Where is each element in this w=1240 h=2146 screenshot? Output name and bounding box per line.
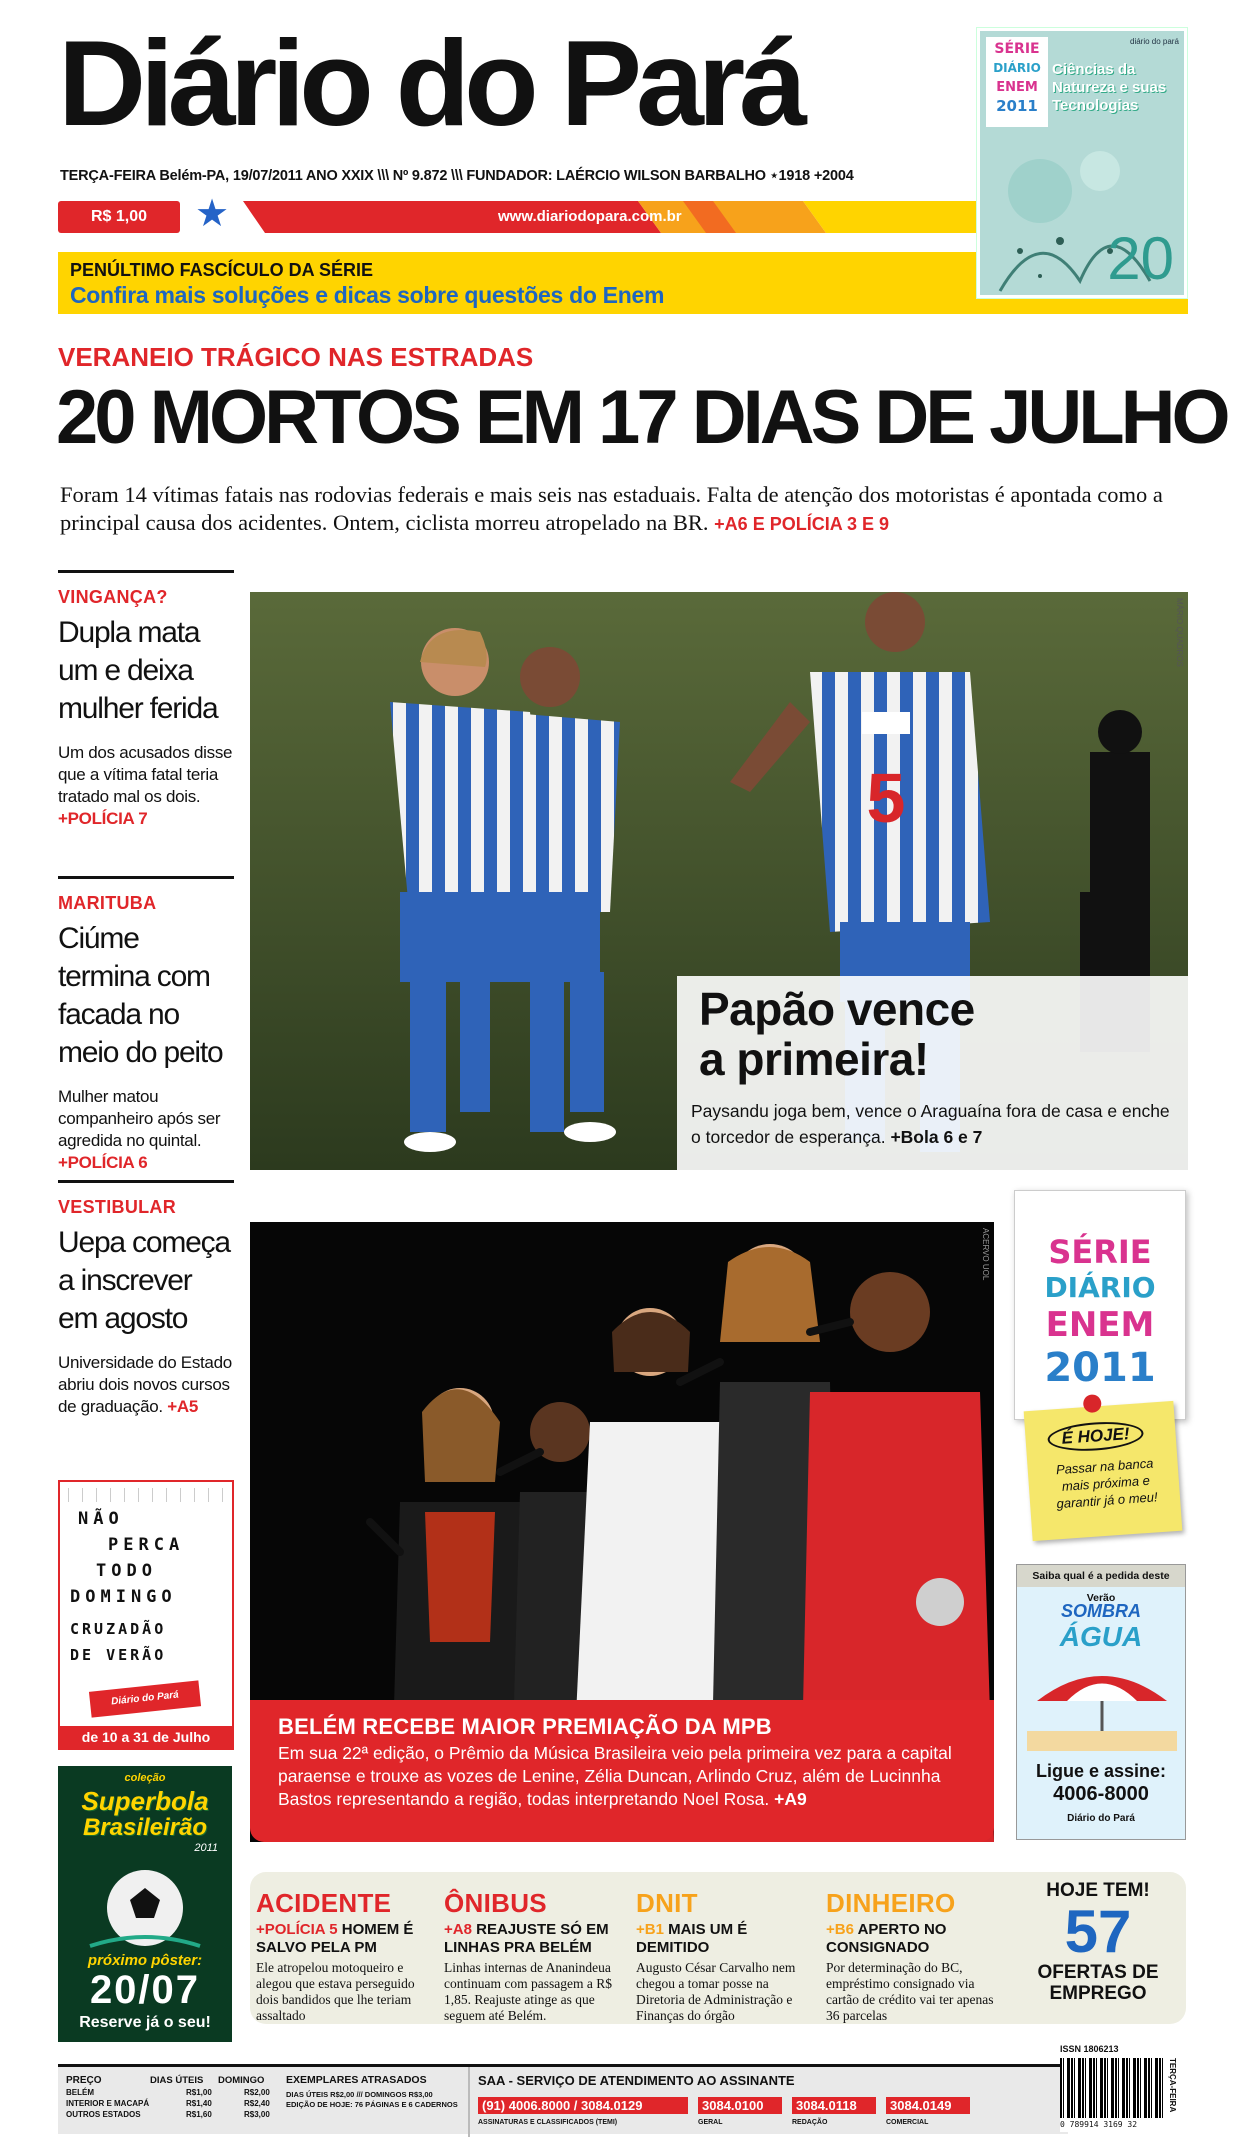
story-vinganca[interactable] xyxy=(58,570,234,830)
story-rule xyxy=(58,876,234,879)
ad-brand-2: ÁGUA xyxy=(1059,1621,1143,1652)
ad-phone[interactable]: 4006-8000 xyxy=(1053,1783,1149,1805)
cover-series-2: DIÁRIO xyxy=(993,61,1041,75)
enem-series-box[interactable] xyxy=(1014,1190,1186,1420)
umbrella-icon xyxy=(1027,1661,1177,1751)
brief-body: Linhas internas de Ananindeua continuam com passagem a R$ 1,85. Reajuste atinge as que seguem até Belém. xyxy=(444,1960,612,2023)
day-tag: TERÇA-FEIRA xyxy=(1168,2058,1177,2113)
lead-ref[interactable]: +A6 E POLÍCIA 3 E 9 xyxy=(714,514,890,534)
superbola-year: 2011 xyxy=(194,1842,218,1854)
photo-caption-ref[interactable]: +Bola 6 e 7 xyxy=(890,1127,983,1147)
brief-headline xyxy=(826,1921,1006,1957)
story-kicker: VESTIBULAR xyxy=(58,1197,177,1217)
mpb-caption-ref[interactable]: +A9 xyxy=(774,1789,807,1809)
story-rule xyxy=(58,570,234,573)
edition-info: TERÇA-FEIRA Belém-PA, 19/07/2011 ANO XXIX \\\ Nº 9.872 \\\ FUNDADOR: LAÉRCIO WILSON BARBALHO ⋆1918 +2004 xyxy=(60,168,854,184)
note-body: Passar na banca mais próxima e garantir já o meu! xyxy=(1055,1455,1159,1512)
story-kicker: VINGANÇA? xyxy=(58,587,168,607)
pin-icon xyxy=(1083,1394,1102,1413)
brief-kicker: DINHEIRO xyxy=(826,1888,956,1918)
cover-corner: diário do pará xyxy=(1130,37,1179,46)
brief-headline xyxy=(636,1921,816,1957)
barcode-number: 0 789914 3169 32 xyxy=(1060,2120,1138,2129)
photo-caption-title xyxy=(699,984,975,1084)
photo-caption-title-2: a primeira! xyxy=(699,1033,929,1085)
brief-headline xyxy=(256,1921,436,1957)
footer-price-row: INTERIOR E MACAPÁ xyxy=(66,2099,150,2108)
photo-caption-text: Paysandu joga bem, vence o Araguaína fora de casa e enche o torcedor de esperança. xyxy=(691,1101,1170,1147)
footer-phone-label: REDAÇÃO xyxy=(792,2119,828,2126)
footer-sunday-head: DOMINGO xyxy=(218,2075,265,2086)
brief-headline-text: REAJUSTE SÓ EM LINHAS PRA BELÉM xyxy=(444,1921,609,1956)
crossword-dates: de 10 a 31 de Julho xyxy=(60,1726,232,1748)
footer-phone-label: COMERCIAL xyxy=(886,2119,929,2126)
cover-series-4: 2011 xyxy=(996,97,1038,115)
mpb-caption-title: BELÉM RECEBE MAIOR PREMIAÇÃO DA MPB xyxy=(278,1714,772,1739)
jobs-number: 57 xyxy=(1064,1898,1132,1965)
footer-weekday: R$1,00 xyxy=(186,2088,212,2097)
crossword-ad[interactable] xyxy=(58,1480,234,1750)
story-marituba[interactable] xyxy=(58,876,234,1174)
ad-footer: Diário do Pará xyxy=(1067,1813,1135,1824)
story-body xyxy=(58,1352,234,1418)
brief-acidente[interactable] xyxy=(256,1888,436,2024)
crossword-row: CRUZADÃO xyxy=(70,1620,167,1638)
story-vestibular[interactable] xyxy=(58,1180,234,1418)
brief-ref[interactable]: +A8 xyxy=(444,1921,472,1938)
brief-kicker: ACIDENTE xyxy=(256,1888,392,1918)
footer xyxy=(58,2064,1068,2134)
jersey-number: 5 xyxy=(866,759,906,837)
ad-top-text: Saiba qual é a pedida deste Verão xyxy=(1017,1565,1185,1587)
footer-phone-label: ASSINATURAS E CLASSIFICADOS (TEMI) xyxy=(478,2119,618,2126)
superbola-line3: Brasileirão xyxy=(82,1814,208,1841)
jobs-line2: EMPREGO xyxy=(1049,1983,1147,2004)
footer-weekday-head: DIAS ÚTEIS xyxy=(150,2075,204,2086)
photo-caption-box[interactable] xyxy=(677,976,1188,1170)
story-ref[interactable]: +POLÍCIA 6 xyxy=(58,1153,148,1172)
ad-cta: Ligue e assine: xyxy=(1035,1761,1167,1781)
newspaper-logo[interactable]: Diário do Pará xyxy=(58,15,802,151)
price-badge: R$ 1,00 xyxy=(58,201,180,233)
story-body xyxy=(58,742,234,830)
footer-phone[interactable]: (91) 4006.8000 / 3084.0129 xyxy=(478,2097,688,2114)
cover-number: 20 xyxy=(1107,225,1174,292)
brief-kicker: ÔNIBUS xyxy=(444,1888,547,1918)
photo-credit: ACERVO UOL xyxy=(981,1228,990,1281)
brief-headline-text: MAIS UM É DEMITIDO xyxy=(636,1921,748,1956)
crossword-row: TODO xyxy=(96,1561,157,1581)
superbola-date: 20/07 xyxy=(89,1968,201,2012)
enem-word-3: ENEM xyxy=(1045,1305,1155,1345)
enem-fascicle-cover[interactable] xyxy=(977,28,1187,298)
teaser-title: Confira mais soluções e dicas sobre questões do Enem xyxy=(70,282,665,308)
footer-sunday: R$2,00 xyxy=(244,2088,270,2097)
brief-headline-text: HOMEM É SALVO PELA PM xyxy=(256,1921,414,1956)
footer-price-row: BELÉM xyxy=(66,2088,94,2097)
footer-back-1: DIAS ÚTEIS R$2,00 /// DOMINGOS R$3,00 xyxy=(286,2090,433,2099)
ad-brand-1: SOMBRA xyxy=(1061,1601,1141,1621)
issn: ISSN 1806213 xyxy=(1060,2044,1119,2054)
star-icon: ★ xyxy=(195,193,230,235)
briefs-panel xyxy=(250,1872,1186,2024)
superbola-ad[interactable] xyxy=(58,1766,232,2042)
footer-phone[interactable]: 3084.0100 xyxy=(698,2097,782,2114)
story-body-text: Universidade do Estado abriu dois novos cursos de graduação. xyxy=(58,1353,232,1416)
brief-dinheiro[interactable] xyxy=(826,1888,1006,2024)
brief-ref[interactable]: +B1 xyxy=(636,1921,664,1938)
footer-weekday: R$1,40 xyxy=(186,2099,212,2108)
website-link[interactable]: www.diariodopara.com.br xyxy=(498,208,682,225)
footer-back-head: EXEMPLARES ATRASADOS xyxy=(286,2074,427,2086)
story-headline: Dupla mata um e deixa mulher ferida xyxy=(58,616,218,725)
story-body-text: Um dos acusados disse que a vítima fatal teria tratado mal os dois. xyxy=(58,743,233,806)
crossword-row: PERCA xyxy=(108,1535,185,1555)
lead-body-text: Foram 14 vítimas fatais nas rodovias federais e mais seis nas estaduais. Falta de atenção dos motoristas é apontada como a principal causa dos acidentes. Ontem, ciclista morreu atropelado na BR. xyxy=(60,482,1163,535)
story-ref[interactable]: +POLÍCIA 7 xyxy=(58,809,148,828)
footer-sunday: R$3,00 xyxy=(244,2110,270,2119)
crossword-brand: Diário do Pará xyxy=(89,1680,201,1717)
crossword-row: DE VERÃO xyxy=(70,1646,167,1664)
story-rule xyxy=(58,1180,234,1183)
story-headline: Ciúme termina com facada no meio do peito xyxy=(58,922,223,1069)
superbola-cta: Reserve já o seu! xyxy=(79,2014,211,2031)
brief-headline xyxy=(444,1921,624,1957)
brief-kicker: DNIT xyxy=(636,1888,698,1918)
note-title: É HOJE! xyxy=(1047,1419,1145,1454)
footer-phone-label: GERAL xyxy=(698,2119,723,2126)
mpb-caption-body xyxy=(278,1742,978,1811)
jobs-label: HOJE TEM! xyxy=(1046,1880,1150,1901)
lead-body xyxy=(60,481,1190,538)
footer-back-2: EDIÇÃO DE HOJE: 76 PÁGINAS E 6 CADERNOS xyxy=(286,2100,458,2109)
footer-sunday: R$2,40 xyxy=(244,2099,270,2108)
brief-body: Augusto César Carvalho nem chegou a tomar posse na Diretoria de Administração e Finanças do órgão xyxy=(636,1960,796,2023)
story-body xyxy=(58,1086,234,1174)
superbola-line1: coleção xyxy=(124,1772,166,1784)
story-kicker: MARITUBA xyxy=(58,893,157,913)
photo-caption-title-1: Papão vence xyxy=(699,983,975,1035)
barcode xyxy=(1060,2044,1185,2132)
brief-headline-text: APERTO NO CONSIGNADO xyxy=(826,1921,947,1956)
jobs-line1: OFERTAS DE xyxy=(1037,1962,1159,1983)
lead-kicker: VERANEIO TRÁGICO NAS ESTRADAS xyxy=(58,342,534,372)
story-body-text: Mulher matou companheiro após ser agredida no quintal. xyxy=(58,1087,221,1150)
footer-saa: SAA - SERVIÇO DE ATENDIMENTO AO ASSINANTE xyxy=(478,2073,795,2088)
brief-ref[interactable]: +POLÍCIA 5 xyxy=(256,1921,338,1938)
photo-caption-body xyxy=(691,1098,1181,1150)
enem-word-4: 2011 xyxy=(1044,1345,1156,1391)
footer-phone[interactable]: 3084.0149 xyxy=(886,2097,970,2114)
footer-weekday: R$1,60 xyxy=(186,2110,212,2119)
crossword-grid xyxy=(68,1488,226,1502)
enem-word-2: DIÁRIO xyxy=(1044,1271,1156,1304)
footer-price-row: OUTROS ESTADOS xyxy=(66,2110,141,2119)
brief-body: Ele atropelou motoqueiro e alegou que estava perseguido dois bandidos que lhe teriam assaltado xyxy=(256,1960,415,2023)
superbola-next: próximo pôster: xyxy=(87,1952,203,1969)
footer-phone[interactable]: 3084.0118 xyxy=(792,2097,876,2114)
brief-dnit[interactable] xyxy=(636,1888,816,2024)
mpb-caption[interactable] xyxy=(250,1700,994,1842)
brief-ref[interactable]: +B6 xyxy=(826,1921,854,1938)
superbola-line2: Superbola xyxy=(81,1786,209,1816)
barcode-icon xyxy=(1060,2058,1164,2118)
cover-series-1: SÉRIE xyxy=(994,41,1040,57)
brief-onibus[interactable] xyxy=(444,1888,624,2024)
enem-word-1: SÉRIE xyxy=(1048,1233,1152,1271)
crossword-row: DOMINGO xyxy=(70,1587,177,1607)
crossword-row: NÃO xyxy=(78,1509,124,1529)
story-headline: Uepa começa a inscrever em agosto xyxy=(58,1226,230,1335)
footer-price-head: PREÇO xyxy=(66,2075,102,2086)
sombra-agua-ad[interactable] xyxy=(1016,1564,1186,1840)
mpb-caption-text: Em sua 22ª edição, o Prêmio da Música Brasileira veio pela primeira vez para a capital paraense e trouxe as vozes de Lenine, Zélia Duncan, Arlindo Cruz, além de Lucinnha Bastos representando a região, todas interpretando Noel Rosa. xyxy=(278,1743,952,1809)
cover-title: Ciências da Natureza e suas Tecnologias xyxy=(1052,61,1167,114)
teaser-kicker: PENÚLTIMO FASCÍCULO DA SÉRIE xyxy=(70,260,374,280)
story-ref[interactable]: +A5 xyxy=(167,1397,199,1416)
brief-body: Por determinação do BC, empréstimo consignado via cartão de crédito vai ter apenas 36 parcelas xyxy=(826,1960,994,2023)
jobs-teaser[interactable] xyxy=(1016,1880,1180,2004)
cover-series-3: ENEM xyxy=(996,80,1038,95)
sticky-note xyxy=(1024,1401,1183,1541)
ball-icon xyxy=(80,1858,210,1948)
photo-credit: MÁRIO QUADROS xyxy=(1175,598,1184,667)
lead-headline[interactable]: 20 MORTOS EM 17 DIAS DE JULHO xyxy=(56,375,1227,460)
